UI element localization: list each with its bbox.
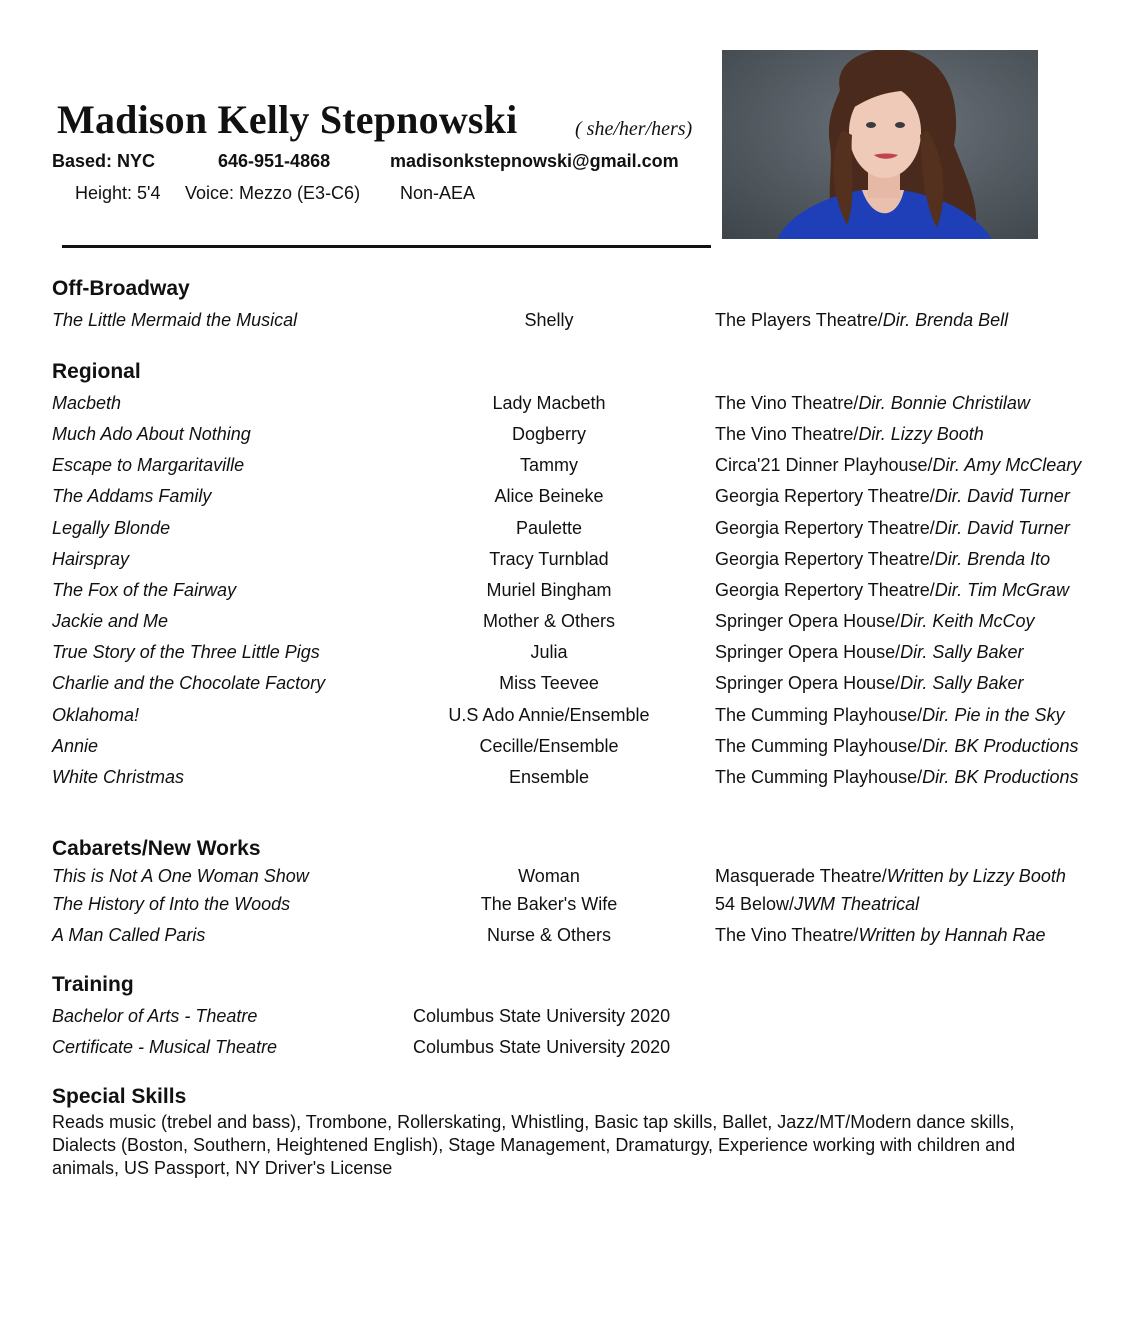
director: Dir. David Turner [934, 486, 1070, 507]
section-heading-off-broadway: Off-Broadway [52, 277, 190, 300]
training-school: Columbus State University 2020 [413, 1037, 671, 1057]
venue: Springer Opera House/Dir. Sally Baker [715, 673, 1024, 694]
headshot-photo [722, 50, 1038, 239]
height: Height: 5'4 [75, 183, 161, 203]
director: Dir. Tim McGraw [934, 579, 1069, 600]
role: The Baker's Wife [480, 894, 618, 914]
show-title: Jackie and Me [52, 611, 169, 632]
union-status: Non-AEA [400, 183, 476, 203]
director: Dir. Lizzy Booth [858, 424, 984, 445]
role: Shelly [524, 310, 574, 330]
role: Lady Macbeth [492, 393, 606, 413]
credit-row [0, 310, 1148, 336]
section-heading-cabarets: Cabarets/New Works [52, 837, 261, 860]
credit-row [0, 767, 1148, 793]
training-program: Certificate - Musical Theatre [52, 1037, 278, 1057]
credit-row [0, 705, 1148, 731]
show-title: Oklahoma! [52, 704, 140, 725]
venue: Springer Opera House/Dir. Sally Baker [715, 642, 1024, 663]
show-title: The History of Into the Woods [52, 894, 291, 914]
show-title: The Addams Family [52, 486, 212, 507]
credit-row [0, 642, 1148, 668]
credit-row [0, 518, 1148, 544]
director: JWM Theatrical [794, 894, 920, 914]
director: Written by Hannah Rae [858, 925, 1046, 945]
credit-row [0, 486, 1148, 512]
venue: The Vino Theatre/Dir. Bonnie Christilaw [715, 393, 1030, 413]
role: Miss Teevee [499, 673, 599, 694]
show-title: A Man Called Paris [52, 925, 206, 945]
show-title: The Little Mermaid the Musical [52, 310, 298, 330]
credit-row [0, 424, 1148, 450]
show-title: This is Not A One Woman Show [52, 866, 309, 886]
credit-row [0, 736, 1148, 762]
venue: The Vino Theatre/Written by Hannah Rae [715, 925, 1046, 945]
training-school: Columbus State University 2020 [413, 1006, 671, 1026]
role: Ensemble [508, 766, 590, 787]
section-heading-training: Training [52, 973, 134, 996]
based-location: Based: NYC [52, 151, 156, 171]
venue: 54 Below/JWM Theatrical [715, 894, 920, 914]
credit-row [0, 866, 1148, 892]
role: Dogberry [511, 424, 587, 445]
venue: Georgia Repertory Theatre/Dir. David Turner [715, 486, 1070, 507]
show-title: Escape to Margaritaville [52, 455, 245, 476]
director: Dir. David Turner [934, 517, 1070, 538]
show-title: Macbeth [52, 393, 122, 413]
training-row [0, 1037, 1148, 1063]
venue: The Vino Theatre/Dir. Lizzy Booth [715, 424, 984, 445]
credit-row [0, 673, 1148, 699]
header-divider [62, 245, 711, 248]
show-title: Annie [52, 735, 99, 756]
credit-row [0, 925, 1148, 951]
role: Mother & Others [482, 611, 616, 632]
credit-row [0, 549, 1148, 575]
director: Dir. BK Productions [922, 735, 1079, 756]
role: Muriel Bingham [486, 579, 612, 600]
show-title: White Christmas [52, 766, 185, 787]
voice-type: Voice: Mezzo (E3-C6) [185, 183, 361, 203]
director: Dir. Brenda Ito [934, 548, 1051, 569]
show-title: Legally Blonde [52, 517, 171, 538]
venue: Circa'21 Dinner Playhouse/Dir. Amy McCleary [715, 455, 1082, 476]
director: Dir. Bonnie Christilaw [858, 393, 1030, 413]
show-title: Hairspray [52, 548, 130, 569]
section-heading-skills: Special Skills [52, 1085, 187, 1108]
venue: The Cumming Playhouse/Dir. BK Productions [715, 766, 1079, 787]
director: Dir. Sally Baker [900, 642, 1024, 663]
role: Tammy [520, 455, 578, 476]
section-heading-regional: Regional [52, 360, 141, 383]
show-title: The Fox of the Fairway [52, 579, 237, 600]
pronouns: ( she/her/hers) [575, 118, 693, 140]
director: Dir. Keith McCoy [900, 611, 1035, 632]
show-title: True Story of the Three Little Pigs [52, 642, 320, 663]
phone-number: 646-951-4868 [218, 151, 331, 171]
skills-text: Reads music (trebel and bass), Trombone, Rollerskating, Whistling, Basic tap skills, Ballet, Jazz/MT/Modern dance skills, Dialects (Boston, Southern, Heightened English), Stage Management, Dramaturgy, Experience working with children and animals, US Passport, NY Driver's License [52, 1112, 1016, 1178]
director: Dir. Pie in the Sky [922, 704, 1065, 725]
venue: Georgia Repertory Theatre/Dir. David Turner [715, 517, 1070, 538]
venue: Georgia Repertory Theatre/Dir. Brenda Ito [715, 548, 1051, 569]
performer-name: Madison Kelly Stepnowski [57, 97, 518, 142]
director: Dir. Brenda Bell [882, 310, 1009, 330]
credit-row [0, 611, 1148, 637]
training-row [0, 1006, 1148, 1032]
show-title: Much Ado About Nothing [52, 424, 251, 445]
role: Nurse & Others [486, 925, 612, 945]
credit-row [0, 580, 1148, 606]
role: Paulette [515, 517, 583, 538]
venue: The Players Theatre/Dir. Brenda Bell [715, 310, 1009, 330]
credit-row [0, 393, 1148, 419]
role: Woman [518, 866, 580, 886]
training-program: Bachelor of Arts - Theatre [52, 1006, 258, 1026]
credit-row [0, 894, 1148, 920]
role: U.S Ado Annie/Ensemble [448, 704, 650, 725]
venue: Masquerade Theatre/Written by Lizzy Booth [715, 866, 1066, 886]
director: Dir. Sally Baker [900, 673, 1024, 694]
director: Written by Lizzy Booth [886, 866, 1066, 886]
credit-row [0, 455, 1148, 481]
venue: The Cumming Playhouse/Dir. BK Productions [715, 735, 1079, 756]
role: Julia [530, 642, 568, 663]
role: Alice Beineke [494, 486, 604, 507]
email-address: madisonkstepnowski@gmail.com [390, 151, 679, 171]
director: Dir. BK Productions [922, 766, 1079, 787]
venue: Springer Opera House/Dir. Keith McCoy [715, 611, 1035, 632]
director: Dir. Amy McCleary [932, 455, 1082, 476]
role: Cecille/Ensemble [479, 735, 619, 756]
venue: The Cumming Playhouse/Dir. Pie in the Sky [715, 704, 1065, 725]
role: Tracy Turnblad [489, 548, 609, 569]
venue: Georgia Repertory Theatre/Dir. Tim McGraw [715, 579, 1069, 600]
show-title: Charlie and the Chocolate Factory [52, 673, 326, 694]
